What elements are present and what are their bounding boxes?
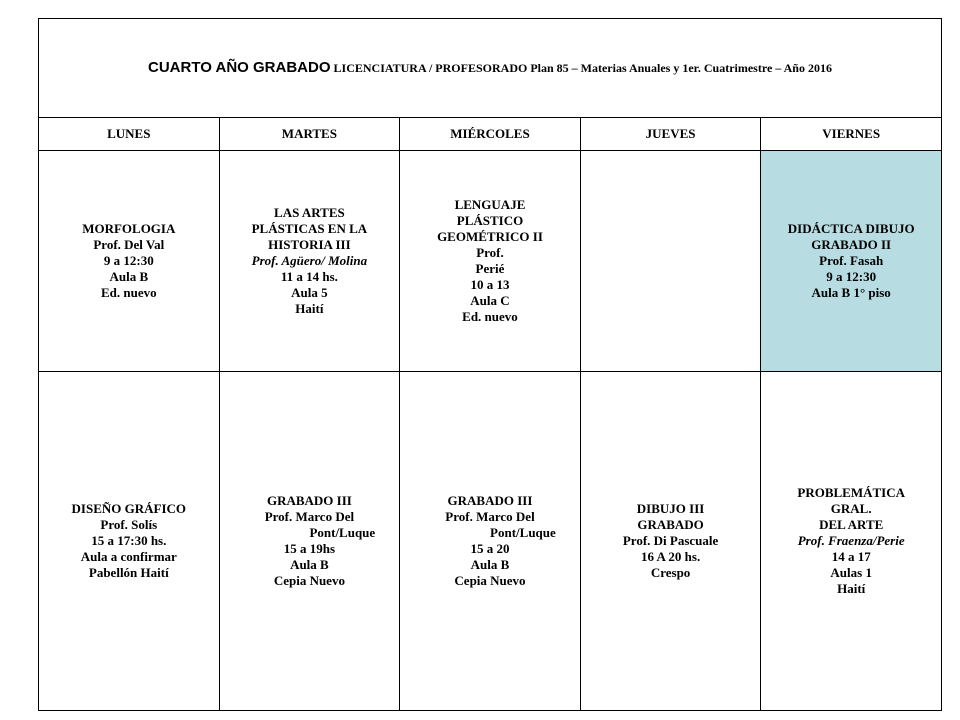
title-rest: LICENCIATURA / PROFESORADO Plan 85 – Materias Anuales y 1er. Cuatrimestre – Año 2016 [330, 61, 832, 75]
course-name: PLÁSTICO [456, 213, 524, 228]
professor: Prof. Marco Del [264, 509, 355, 524]
building: Cepia Nuevo [273, 573, 345, 588]
building: Ed. nuevo [100, 285, 157, 300]
time: 16 A 20 hs. [640, 549, 701, 564]
professor: Prof. Marco Del [445, 509, 535, 524]
professor: Prof. Del Val [93, 237, 165, 252]
professor: Prof. [476, 245, 504, 260]
cell-miercoles-2 [400, 372, 581, 711]
day-header-lunes: LUNES [39, 118, 220, 151]
cell-miercoles-1 [400, 151, 581, 372]
room: Aula B [290, 557, 329, 572]
course-name: DISEÑO GRÁFICO [71, 501, 187, 516]
room: Aula B [109, 269, 149, 284]
course-name: GRABADO III [447, 493, 533, 508]
building: Haití [295, 301, 324, 316]
course-name: PLÁSTICAS EN LA [251, 221, 368, 236]
cell-jueves-2 [580, 372, 761, 711]
professor: Perié [475, 261, 505, 276]
course-name: DIDÁCTICA DIBUJO [787, 221, 915, 236]
professor: Prof. Agüero/ Molina [251, 253, 368, 268]
building: Crespo [650, 565, 691, 580]
room: Aulas 1 [830, 565, 872, 580]
room: Aula B [470, 557, 510, 572]
schedule-title [39, 19, 942, 118]
title-main: CUARTO AÑO GRABADO [148, 59, 331, 76]
time: 10 a 13 [470, 277, 510, 292]
course-name: GRAL. [830, 501, 872, 516]
course-name: DIBUJO III [636, 501, 705, 516]
cell-viernes-1 [761, 151, 942, 372]
course-name: GRABADO [637, 517, 704, 532]
schedule-table [38, 18, 942, 711]
course-name: GRABADO III [266, 493, 352, 508]
building: Haití [837, 581, 866, 596]
professor: Pont/Luque [309, 525, 376, 540]
professor: Prof. Di Pascuale [622, 533, 719, 548]
day-header-row [39, 118, 942, 151]
building: Cepia Nuevo [454, 573, 526, 588]
time: 14 a 17 [831, 549, 871, 564]
schedule-row-morning [39, 151, 942, 372]
cell-martes-2 [219, 372, 400, 711]
course-name: MORFOLOGIA [82, 221, 176, 236]
time: 15 a 19hs [283, 541, 336, 556]
room: Aula a confirmar [80, 549, 177, 564]
course-name: PROBLEMÁTICA [797, 485, 905, 500]
professor: Pont/Luque [490, 525, 556, 540]
time: 9 a 12:30 [103, 253, 154, 268]
time: 11 a 14 hs. [280, 269, 338, 284]
professor: Prof. Solís [100, 517, 158, 532]
room: Aula 5 [291, 285, 328, 300]
day-header-viernes: VIERNES [761, 118, 942, 151]
professor: Prof. Fraenza/Perie [797, 533, 905, 548]
day-header-miercoles: MIÉRCOLES [400, 118, 581, 151]
course-name: GEOMÉTRICO II [437, 229, 543, 244]
building: Pabellón Haití [88, 565, 169, 580]
time: 15 a 20 [470, 541, 510, 556]
cell-martes-1 [219, 151, 400, 372]
course-name: LAS ARTES [274, 205, 345, 220]
day-header-jueves: JUEVES [580, 118, 761, 151]
schedule-row-afternoon [39, 372, 942, 711]
course-name: GRABADO II [811, 237, 892, 252]
cell-jueves-1-empty [580, 151, 761, 372]
room: Aula B 1° piso [811, 285, 891, 300]
building: Ed. nuevo [462, 309, 518, 324]
course-name: LENGUAJE [454, 197, 526, 212]
professor: Prof. Fasah [819, 253, 884, 268]
day-header-martes: MARTES [219, 118, 400, 151]
time: 9 a 12:30 [826, 269, 877, 284]
cell-lunes-1 [39, 151, 220, 372]
course-name: DEL ARTE [819, 517, 884, 532]
room: Aula C [470, 293, 510, 308]
cell-lunes-2 [39, 372, 220, 711]
course-name: HISTORIA III [268, 237, 351, 252]
title-row [39, 19, 942, 118]
time: 15 a 17:30 hs. [91, 533, 167, 548]
cell-viernes-2 [761, 372, 942, 711]
